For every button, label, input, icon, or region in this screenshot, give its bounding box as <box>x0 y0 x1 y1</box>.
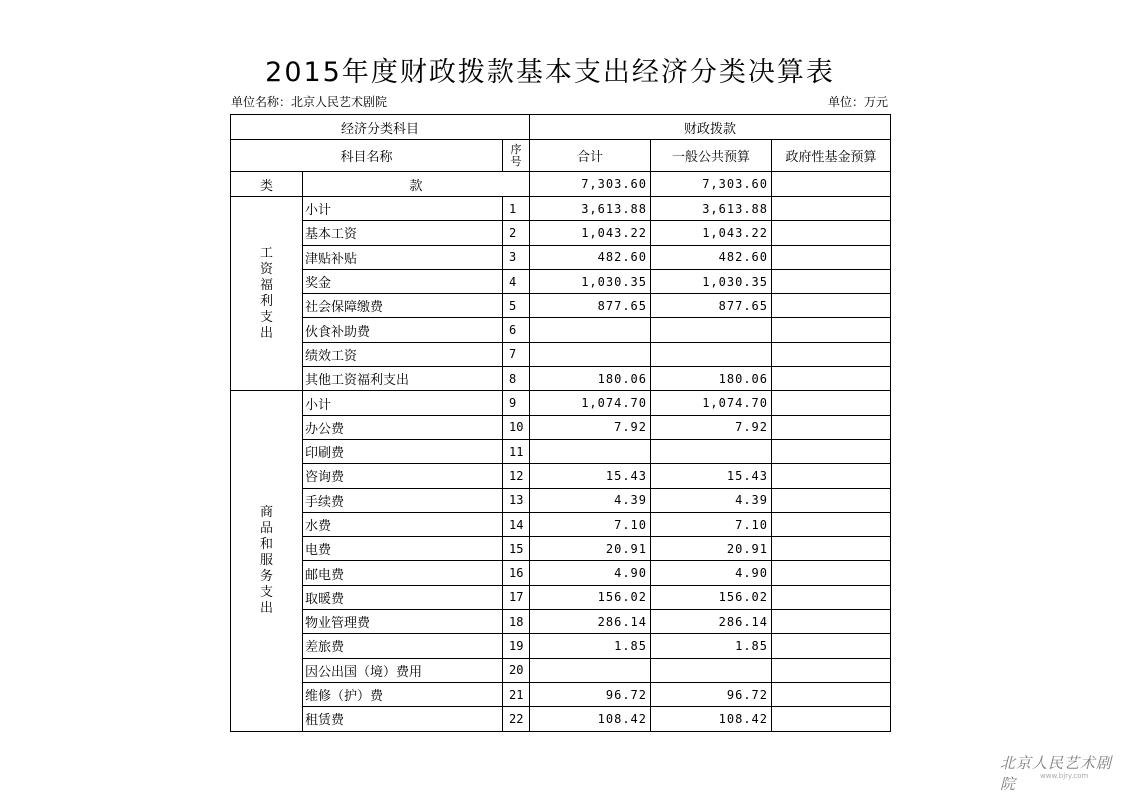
item-seq: 17 <box>503 585 530 609</box>
item-general: 7.10 <box>651 512 772 536</box>
item-total: 4.39 <box>530 488 651 512</box>
budget-table <box>230 114 891 732</box>
item-fund <box>772 197 891 221</box>
item-seq: 22 <box>503 707 530 731</box>
grand-general-cell: 7,303.60 <box>651 172 772 197</box>
group-label-cell <box>231 391 303 731</box>
table-row <box>231 391 891 415</box>
item-seq: 16 <box>503 561 530 585</box>
item-fund <box>772 610 891 634</box>
item-total: 1,030.35 <box>530 269 651 293</box>
item-seq: 8 <box>503 367 530 391</box>
item-name: 取暖费 <box>303 585 503 609</box>
item-seq: 4 <box>503 269 530 293</box>
item-fund <box>772 245 891 269</box>
item-seq: 18 <box>503 610 530 634</box>
item-general: 108.42 <box>651 707 772 731</box>
item-name: 咨询费 <box>303 464 503 488</box>
item-name: 邮电费 <box>303 561 503 585</box>
group-label: 工资福利支出 <box>259 245 273 341</box>
watermark-url: www.bjry.com <box>1040 772 1089 780</box>
item-general: 4.39 <box>651 488 772 512</box>
table-row <box>231 318 891 342</box>
item-general <box>651 658 772 682</box>
item-general: 156.02 <box>651 585 772 609</box>
header-gov-fund: 政府性基金预算 <box>772 140 891 172</box>
item-fund <box>772 488 891 512</box>
item-general: 7.92 <box>651 415 772 439</box>
item-seq: 15 <box>503 537 530 561</box>
item-name: 电费 <box>303 537 503 561</box>
table-row <box>231 610 891 634</box>
item-total: 4.90 <box>530 561 651 585</box>
item-general: 286.14 <box>651 610 772 634</box>
item-name: 社会保障缴费 <box>303 294 503 318</box>
item-seq: 12 <box>503 464 530 488</box>
item-fund <box>772 221 891 245</box>
item-total: 20.91 <box>530 537 651 561</box>
item-total <box>530 342 651 366</box>
item-fund <box>772 294 891 318</box>
table-row <box>231 561 891 585</box>
item-name: 印刷费 <box>303 439 503 463</box>
item-fund <box>772 634 891 658</box>
item-seq: 5 <box>503 294 530 318</box>
table-row <box>231 245 891 269</box>
item-name: 维修（护）费 <box>303 682 503 706</box>
item-total: 180.06 <box>530 367 651 391</box>
table-row <box>231 367 891 391</box>
item-fund <box>772 318 891 342</box>
item-total <box>530 318 651 342</box>
table-row <box>231 488 891 512</box>
header-seq: 序号 <box>510 142 522 168</box>
header-item-name: 科目名称 <box>231 140 503 172</box>
item-general: 1,043.22 <box>651 221 772 245</box>
item-total <box>530 439 651 463</box>
item-fund <box>772 391 891 415</box>
item-fund <box>772 585 891 609</box>
table-row <box>231 197 891 221</box>
item-total: 286.14 <box>530 610 651 634</box>
item-fund <box>772 367 891 391</box>
table-row <box>231 294 891 318</box>
item-seq: 3 <box>503 245 530 269</box>
table-row <box>231 682 891 706</box>
item-name: 水费 <box>303 512 503 536</box>
table-row <box>231 342 891 366</box>
header-fiscal: 财政拨款 <box>530 115 891 140</box>
item-total <box>530 658 651 682</box>
item-fund <box>772 342 891 366</box>
item-name: 其他工资福利支出 <box>303 367 503 391</box>
item-seq: 21 <box>503 682 530 706</box>
item-seq: 11 <box>503 439 530 463</box>
item-general <box>651 342 772 366</box>
item-name: 因公出国（境）费用 <box>303 658 503 682</box>
item-seq: 13 <box>503 488 530 512</box>
item-general: 96.72 <box>651 682 772 706</box>
item-total: 7.10 <box>530 512 651 536</box>
table-row <box>231 707 891 731</box>
item-general: 1,030.35 <box>651 269 772 293</box>
item-fund <box>772 269 891 293</box>
item-general: 1,074.70 <box>651 391 772 415</box>
item-seq: 1 <box>503 197 530 221</box>
item-total: 15.43 <box>530 464 651 488</box>
item-fund <box>772 415 891 439</box>
item-fund <box>772 682 891 706</box>
table-row <box>231 439 891 463</box>
item-name: 津贴补贴 <box>303 245 503 269</box>
item-name: 小计 <box>303 197 503 221</box>
item-total: 156.02 <box>530 585 651 609</box>
item-fund <box>772 537 891 561</box>
item-seq: 6 <box>503 318 530 342</box>
item-name: 差旅费 <box>303 634 503 658</box>
table-row <box>231 221 891 245</box>
item-name: 办公费 <box>303 415 503 439</box>
item-name: 伙食补助费 <box>303 318 503 342</box>
item-total: 1,074.70 <box>530 391 651 415</box>
header-row-3 <box>231 172 891 197</box>
item-fund <box>772 464 891 488</box>
grand-fund-cell <box>772 172 891 197</box>
item-total: 3,613.88 <box>530 197 651 221</box>
item-general: 3,613.88 <box>651 197 772 221</box>
header-econ-category: 经济分类科目 <box>231 115 530 140</box>
item-seq: 14 <box>503 512 530 536</box>
item-general: 180.06 <box>651 367 772 391</box>
header-kuan: 款 <box>303 172 530 197</box>
watermark-logo: 北京人民艺术剧院 <box>1000 754 1113 793</box>
item-seq: 2 <box>503 221 530 245</box>
item-general: 482.60 <box>651 245 772 269</box>
item-name: 手续费 <box>303 488 503 512</box>
item-seq: 20 <box>503 658 530 682</box>
item-general: 4.90 <box>651 561 772 585</box>
item-fund <box>772 561 891 585</box>
unit-label: 单位：万元 <box>827 95 888 109</box>
item-name: 绩效工资 <box>303 342 503 366</box>
header-total: 合计 <box>530 140 651 172</box>
item-total: 108.42 <box>530 707 651 731</box>
item-total: 7.92 <box>530 415 651 439</box>
table-row <box>231 464 891 488</box>
item-name: 物业管理费 <box>303 610 503 634</box>
item-total: 1,043.22 <box>530 221 651 245</box>
item-general: 15.43 <box>651 464 772 488</box>
item-total: 482.60 <box>530 245 651 269</box>
unit-name: 单位名称：北京人民艺术剧院 <box>231 95 388 109</box>
item-total: 877.65 <box>530 294 651 318</box>
table-row <box>231 585 891 609</box>
header-row-2 <box>231 140 891 172</box>
group-label: 商品和服务支出 <box>259 504 273 616</box>
table-row <box>231 269 891 293</box>
item-fund <box>772 439 891 463</box>
item-seq: 9 <box>503 391 530 415</box>
item-general <box>651 318 772 342</box>
header-row-1 <box>231 115 891 140</box>
item-general: 20.91 <box>651 537 772 561</box>
item-seq: 19 <box>503 634 530 658</box>
item-seq: 10 <box>503 415 530 439</box>
item-fund <box>772 658 891 682</box>
item-general <box>651 439 772 463</box>
item-name: 租赁费 <box>303 707 503 731</box>
header-general-budget: 一般公共预算 <box>651 140 772 172</box>
table-row <box>231 537 891 561</box>
item-general: 877.65 <box>651 294 772 318</box>
page-title: 2015年度财政拨款基本支出经济分类决算表 <box>265 57 835 88</box>
grand-total-cell: 7,303.60 <box>530 172 651 197</box>
table-row <box>231 415 891 439</box>
table-row <box>231 634 891 658</box>
item-name: 基本工资 <box>303 221 503 245</box>
item-name: 奖金 <box>303 269 503 293</box>
item-total: 96.72 <box>530 682 651 706</box>
item-fund <box>772 707 891 731</box>
item-fund <box>772 512 891 536</box>
table-row <box>231 658 891 682</box>
table-row <box>231 512 891 536</box>
group-label-cell <box>231 197 303 391</box>
item-total: 1.85 <box>530 634 651 658</box>
header-class: 类 <box>231 172 303 197</box>
item-general: 1.85 <box>651 634 772 658</box>
item-name: 小计 <box>303 391 503 415</box>
item-seq: 7 <box>503 342 530 366</box>
